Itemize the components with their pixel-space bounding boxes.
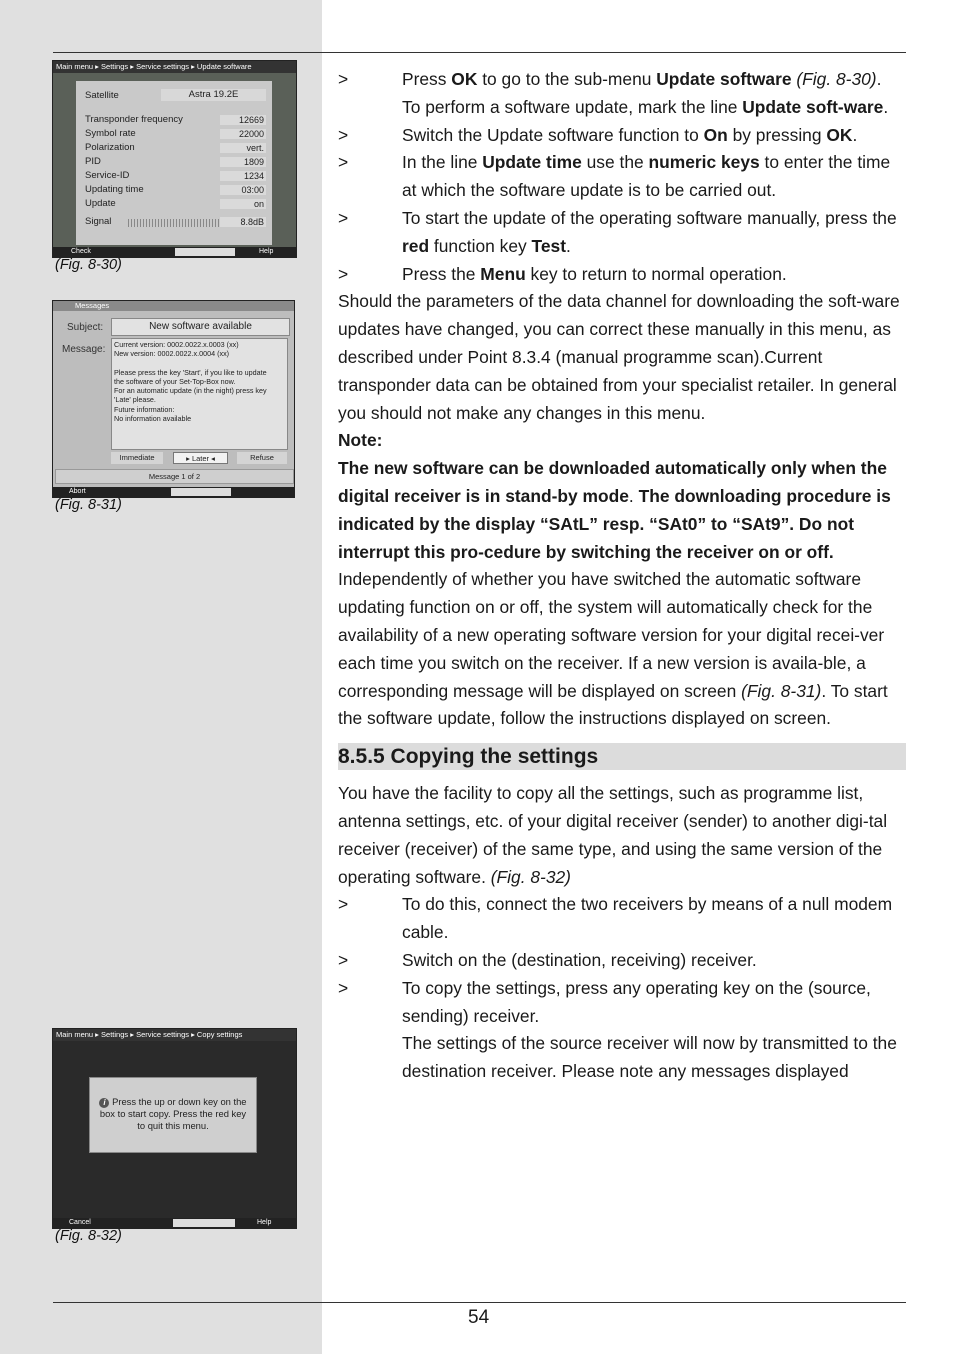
term-update-software: Update software <box>656 69 792 89</box>
fig-8-32-copy-settings-screenshot <box>52 1028 297 1229</box>
term-update-software: Update soft-ware <box>742 96 884 117</box>
message-pager: Message 1 of 2 <box>55 469 294 484</box>
note-label: Note: <box>338 430 383 451</box>
text-run: Independently of whether you have switched the automatic software updating function on or off, the system will automatically check for the availability of a new operating software version for your digital recei-ver each time you switch on the receiver. If a new version is availa-ble, a corresponding message will be displayed on screen <box>338 569 885 701</box>
step-connect-cable <box>338 891 906 947</box>
step-return-menu <box>338 261 906 289</box>
term-red: red <box>402 235 430 256</box>
key-ok: OK <box>826 124 853 145</box>
section-heading: 8.5.5 Copying the settings <box>338 743 906 770</box>
step-switch-on-receiver <box>338 947 906 975</box>
term-numeric-keys: numeric keys <box>648 152 760 173</box>
copy-settings-info-box <box>89 1077 257 1153</box>
info-message-line: Press the up or down key on the <box>112 1096 247 1107</box>
service-id-value: 1234 <box>220 171 266 181</box>
text-run: The downloading procedure is indicated by the display “SAtL” resp. “SAt0” to “SAt9”. Do not interrupt this pro-cedure by switching the receiver on or off. <box>338 485 891 562</box>
key-ok: OK <box>451 69 478 89</box>
text-run: . <box>628 485 639 506</box>
term-update-time: Update time <box>482 152 582 173</box>
pid-label: PID <box>85 156 101 167</box>
text-run: . To start the software update, follow the instructions displayed on screen. <box>338 680 888 729</box>
text-run: In the line <box>402 152 483 173</box>
polarization-label: Polarization <box>85 142 135 153</box>
service-id-label: Service-ID <box>85 170 130 181</box>
bullet: > <box>338 152 349 173</box>
text-run: to enter the time at which the software update is to be carried out. <box>402 152 891 201</box>
bullet: > <box>338 977 349 998</box>
subject-label: Subject: <box>67 322 104 333</box>
transponder-frequency-value: 12669 <box>220 115 266 125</box>
bullet: > <box>338 894 349 915</box>
text-run: use the <box>581 152 649 173</box>
top-rule <box>53 52 906 53</box>
text-run: To copy the settings, press any operating key on the (source, sending) receiver. <box>402 977 871 1026</box>
step-press-key <box>338 975 906 1031</box>
message-line: New version: 0002.0022.x.0004 (xx) <box>114 349 230 359</box>
fig-8-31-messages-screenshot <box>52 300 295 498</box>
refuse-button[interactable]: Refuse <box>237 452 287 464</box>
text-run: . <box>566 235 571 256</box>
note-text <box>338 455 906 566</box>
step-continuation <box>338 94 906 122</box>
update-value: on <box>220 199 266 209</box>
paragraph-copy-intro <box>338 780 906 891</box>
text-run: To start the update of the operating software manually, press the <box>402 207 897 228</box>
text-run: Press <box>402 69 452 89</box>
signal-value: 8.8dB <box>220 217 266 227</box>
update-software-panel <box>76 81 272 245</box>
message-line: 'Late' please. <box>114 395 156 405</box>
bottom-rule <box>53 1302 906 1303</box>
paragraph-parameters: Should the parameters of the data channel for downloading the soft-ware updates have changed, you can correct these manually in this menu, as described under Point 8.3.4 (manual programme scan).Current transponder data can be obtained from your specialist retailer. In general you should not make any changes in this menu. <box>338 291 900 423</box>
figure-ref: (Fig. 8-32) <box>490 866 571 887</box>
polarization-value: vert. <box>220 143 266 153</box>
footer-bar <box>173 1219 235 1227</box>
text-run: The new software can be downloaded automatically only when the digital receiver is in stand-by mode <box>338 458 887 506</box>
breadcrumb: Main menu ▸ Settings ▸ Service settings ▸ Update software <box>53 61 296 73</box>
footer-check: Check <box>71 248 91 255</box>
caption-fig-8-32: (Fig. 8-32) <box>55 1228 122 1244</box>
step-open-update-software <box>338 66 906 94</box>
step-update-time <box>338 149 906 205</box>
message-line: the software of your Set-Top-Box now. <box>114 376 236 386</box>
updating-time-label: Updating time <box>85 184 144 195</box>
message-label: Message: <box>62 344 106 355</box>
footer-help: Help <box>257 1219 272 1226</box>
text-run: by pressing <box>727 124 827 145</box>
message-body <box>111 338 288 450</box>
updating-time-value: 03:00 <box>220 185 266 195</box>
text-run: . <box>876 69 882 89</box>
info-message-line: box to start copy. Press the red key <box>99 1108 247 1119</box>
info-message-line: to quit this menu. <box>137 1120 209 1131</box>
paragraph-automatic-check <box>338 566 906 733</box>
text-run: Switch the Update software function to <box>402 124 704 145</box>
info-icon: i <box>99 1098 109 1108</box>
screen-footer <box>53 1218 296 1228</box>
text-run: to go to the sub-menu <box>477 69 657 89</box>
messages-header: Messages <box>53 301 294 311</box>
satellite-label: Satellite <box>85 90 119 101</box>
screen-footer <box>53 487 294 497</box>
breadcrumb: Main menu ▸ Settings ▸ Service settings ▸ Copy settings <box>53 1029 296 1041</box>
figure-ref: (Fig. 8-31) <box>741 680 822 701</box>
text-run: You have the facility to copy all the settings, such as programme list, antenna settings, etc. of your digital receiver (sender) to another digi-tal receiver (receiver) of the same type, and using the same version of the operating software. <box>338 783 888 887</box>
footer-abort: Abort <box>69 488 86 495</box>
footer-cancel: Cancel <box>69 1219 91 1226</box>
fig-8-30-update-software-screenshot <box>52 60 297 258</box>
satellite-value: Astra 19.2E <box>161 89 266 101</box>
term-test: Test <box>531 235 566 256</box>
symbol-rate-value: 22000 <box>220 129 266 139</box>
body-text-column <box>338 66 906 1086</box>
figure-ref: (Fig. 8-30) <box>791 69 877 89</box>
text-run: Switch on the (destination, receiving) receiver. <box>402 949 757 970</box>
bullet: > <box>338 124 349 145</box>
message-line: Please press the key 'Start', if you like to update <box>114 367 267 377</box>
text-run: To perform a software update, mark the line <box>402 96 743 117</box>
bullet: > <box>338 263 349 284</box>
bullet: > <box>338 207 349 228</box>
text-run: Press the <box>402 263 481 284</box>
step-manual-update <box>338 205 906 261</box>
step-continuation: The settings of the source receiver will now by transmitted to the destination receiver. Please note any messages displayed <box>402 1033 897 1082</box>
subject-value: New software available <box>111 318 290 336</box>
symbol-rate-label: Symbol rate <box>85 128 136 139</box>
message-line: Future information: <box>114 404 175 414</box>
message-line: For an automatic update (in the night) press key <box>114 386 267 396</box>
footer-help: Help <box>259 248 274 255</box>
signal-strength-bar <box>128 219 220 227</box>
footer-bar <box>171 488 231 496</box>
bullet: > <box>338 69 349 89</box>
footer-bar <box>175 248 235 256</box>
text-run: . <box>883 96 889 117</box>
later-button[interactable]: ▸ Later ◂ <box>173 452 228 464</box>
text-run: . <box>852 124 858 145</box>
immediate-button[interactable]: Immediate <box>111 452 163 464</box>
key-menu: Menu <box>480 263 526 284</box>
term-on: On <box>703 124 728 145</box>
caption-fig-8-31: (Fig. 8-31) <box>55 497 122 513</box>
message-line: Current version: 0002.0022.x.0003 (xx) <box>114 340 239 349</box>
caption-fig-8-30: (Fig. 8-30) <box>55 257 122 273</box>
text-run: To do this, connect the two receivers by means of a null modem cable. <box>402 894 893 943</box>
text-run: function key <box>429 235 532 256</box>
message-line <box>114 359 285 368</box>
signal-label: Signal <box>85 216 112 227</box>
step-switch-on <box>338 122 906 150</box>
update-label: Update <box>85 198 116 209</box>
transponder-frequency-label: Transponder frequency <box>85 114 183 125</box>
screen-footer <box>53 247 296 257</box>
bullet: > <box>338 949 349 970</box>
text-run: key to return to normal operation. <box>525 263 787 284</box>
pid-value: 1809 <box>220 157 266 167</box>
message-line: No information available <box>114 414 192 424</box>
page-number: 54 <box>468 1307 490 1328</box>
